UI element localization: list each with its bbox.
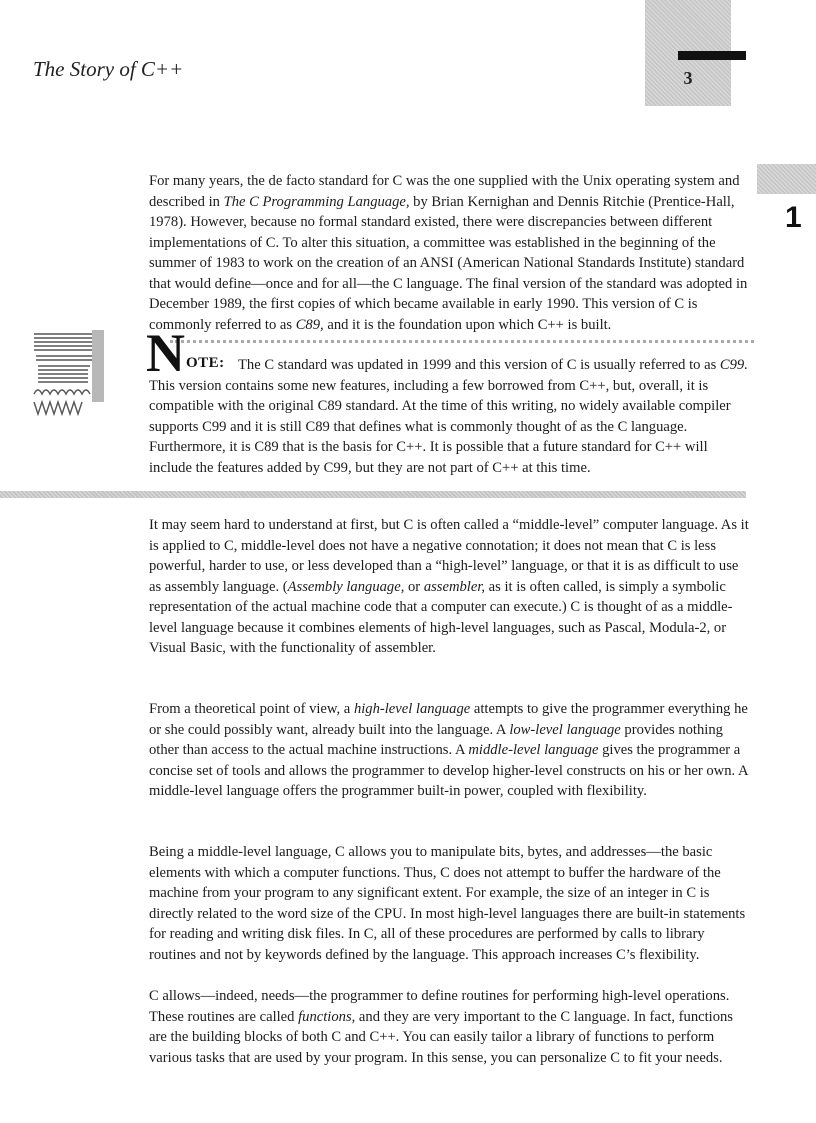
functions-paragraph: C allows—indeed, needs—the programmer to define routines for performing high-level operations. These routines are called functions, and they are very important to the C language. In fact, functions are the building blocks of both C and C++. You can easily tailor a library of functions to perform various tasks that are used by your program. In this sense, you can personalize C to fit your needs. — [149, 988, 733, 1066]
c99-term: C99. — [719, 357, 748, 373]
note-label: OTE: — [186, 355, 225, 371]
page-number: 3 — [683, 68, 693, 88]
middle-level-paragraph: It may seem hard to understand at first, but C is often called a “middle-level” computer language. As it is applied to C, middle-level does not have a negative connotation; it does not mean that C is less powerful, harder to use, or less developed than a “high-level” language, or that it is as difficult to use as assembly language. (Assembly language, or assembler, as it is often called, is simply a symbolic representation of the actual machine code that a computer can execute.) C is thought of as a middle-level language because it combines elements of high-level languages, such as Pascal, Modula-2, or Visual Basic, with the functionality of assembler. — [149, 517, 749, 656]
note-initial: N — [146, 323, 185, 383]
running-title: The Story of C++ — [33, 57, 184, 81]
note-bottom-bar — [0, 491, 746, 498]
chapter-number: 1 — [785, 201, 802, 234]
note-text: The C standard was updated in 1999 and this version of C is usually referred to as C99. This version contains some new features, including a few borrowed from C++, but, overall, it is compatible with the original C89 standard. At the time of this writing, no widely available compiler supports C99 and it is still C89 that defines what is commonly thought of as the C language. Furthermore, it is C89 that is the basis for C++. It is possible that a future standard for C++ will include the features added by C99, but they are not part of C++ at this time. — [149, 357, 748, 476]
bits-paragraph: Being a middle-level language, C allows you to manipulate bits, bytes, and addresses—the basic elements with which a computer functions. Thus, C does not attempt to buffer the hardware of the machine from your program to any significant extent. For example, the size of an integer in C is directly related to the word size of the CPU. In most high-level languages there are built-in statements for reading and writing disk files. In C, all of these procedures are performed by calls to library routines and not by keywords defined by the language. This approach increases C’s flexibility. — [149, 844, 746, 963]
theory-paragraph: From a theoretical point of view, a high-level language attempts to give the programmer everything he or she could possibly want, already built into the language. A low-level language provides nothing other than access to the actual machine instructions. A middle-level language gives the programmer a concise set of tools and allows the programmer to develop higher-level constructs on his or her own. A middle-level language offers the programmer built-in power, coupled with flexibility. — [149, 701, 748, 799]
page-number-bar — [678, 51, 746, 60]
book-title: The C Programming Language, — [223, 193, 410, 210]
intro-paragraph: For many years, the de facto standard for C was the one supplied with the Unix operating system and described in The C Programming Language, by Brian Kernighan and Dennis Ritchie (Prentice-Hall, 1978). However, because no formal standard existed, there were discrepancies between different implementations of C. To alter this situation, a committee was established in the beginning of the summer of 1983 to work on the creation of an ANSI (American National Standards Institute) standard that would define—once and for all—the C language. The final version of the standard was adopted in December 1989, the first copies of which became available in early 1990. This version of C is commonly referred to as C89, and it is the foundation upon which C++ is built. — [149, 173, 748, 333]
chapter-tab — [757, 164, 816, 194]
note-top-rule — [170, 340, 754, 343]
c89-term: C89, — [295, 316, 324, 333]
column-capital-icon — [30, 330, 104, 444]
